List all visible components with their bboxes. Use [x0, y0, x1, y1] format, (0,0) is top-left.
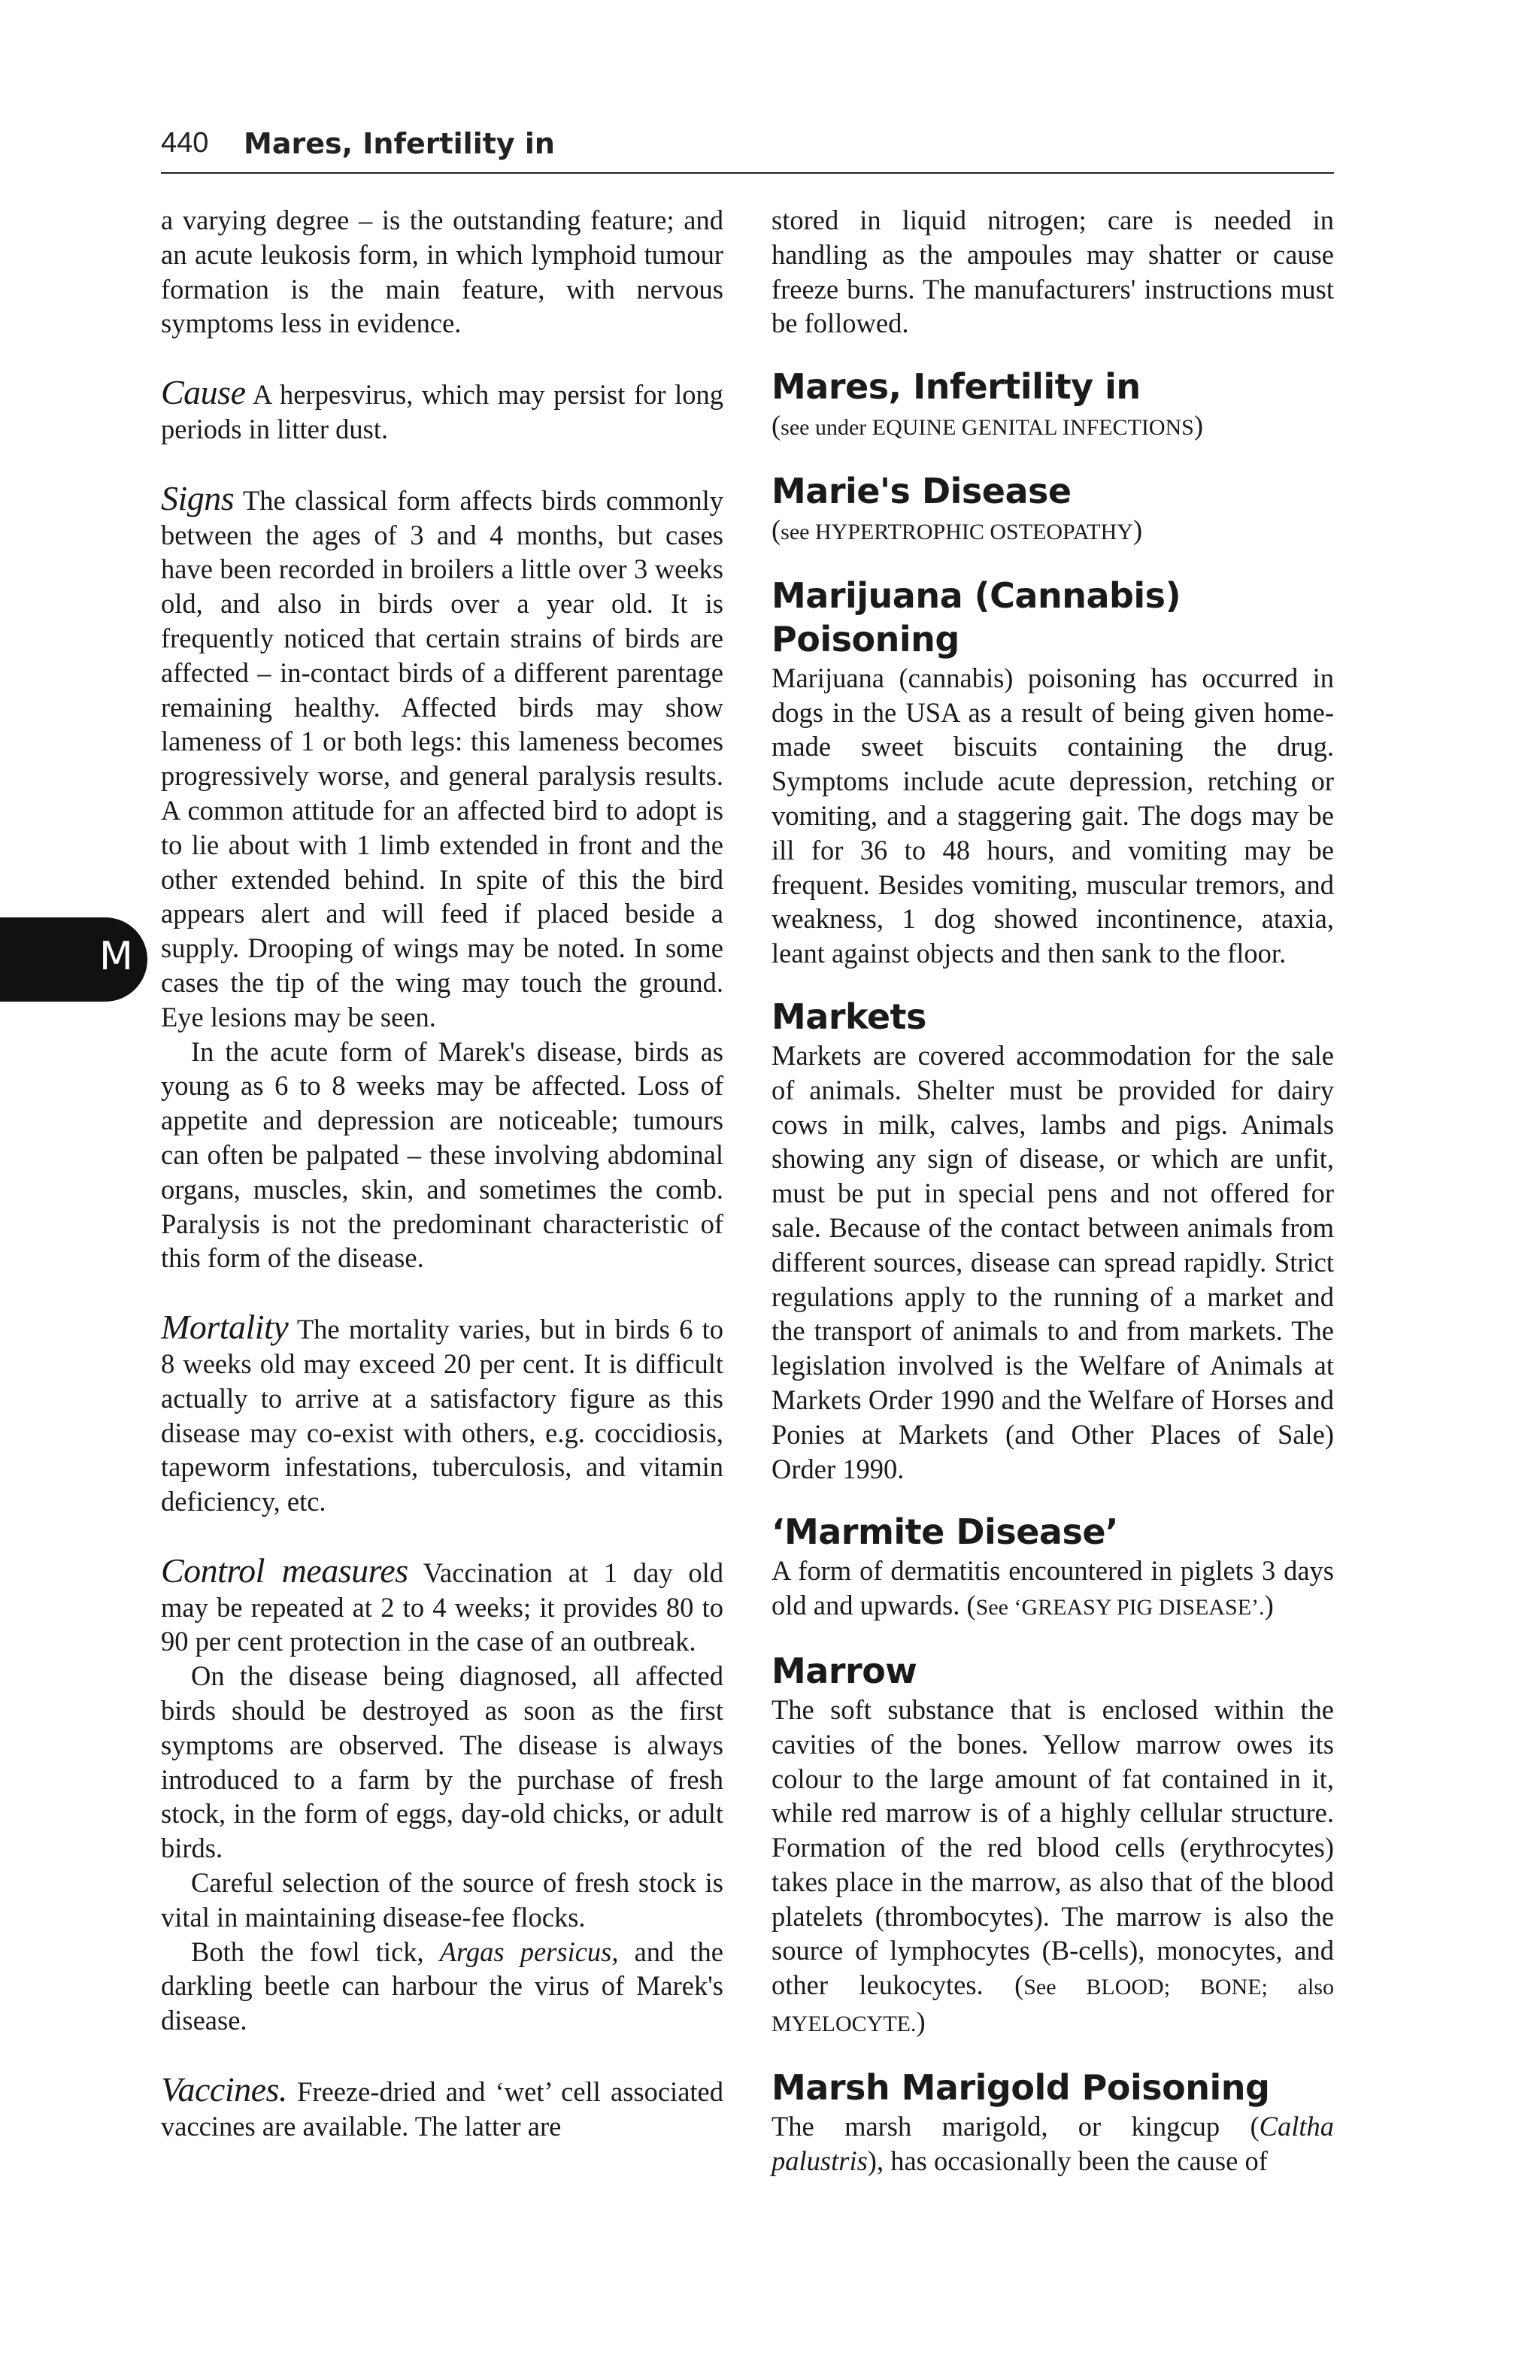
cross-reference-mares[interactable]: (see under EQUINE GENITAL INFECTIONS) [772, 410, 1204, 441]
control-subheading: Control measures [161, 1551, 408, 1590]
intro-paragraph: a varying degree – is the outstanding feature; and an acute leukosis form, in which lymphoid tumour formation is the main feature, with nervous symptoms less in evidence. [161, 205, 723, 339]
entry-title-marsh-marigold: Marsh Marigold Poisoning [772, 2066, 1270, 2108]
thumb-tab-letter: M [99, 934, 133, 979]
cross-reference-marie[interactable]: (see HYPERTROPHIC OSTEOPATHY) [772, 514, 1143, 545]
cause-paragraph: Cause A herpesvirus, which may persist for long periods in litter dust. [161, 373, 723, 444]
marijuana-paragraph: Marijuana (cannabis) poisoning has occurred in dogs in the USA as a result of being given home-made sweet biscuits containing the drug. Symptoms include acute depression, retching or vomiting, and a staggering gait. The dogs may be ill for 36 to 48 hours, and vomiting may be frequent. Besides vomiting, muscular tremors, and weakness, 1 dog showed incontinence, ataxia, leant against objects and then sank to the floor. [772, 662, 1334, 969]
running-title: Mares, Infertility in [244, 127, 555, 160]
vaccines-paragraph: Vaccines. Freeze-dried and ‘wet’ cell associated vaccines are available. The latter are [161, 2070, 723, 2142]
entry-title-marmite-disease: ‘Marmite Disease’ [772, 1511, 1119, 1553]
mortality-paragraph: Mortality The mortality varies, but in birds 6 to 8 weeks old may exceed 20 per cent. It is difficult actually to arrive at a satisfactory figure as this disease may co-exist with others, e.g. coccidiosis, tapeworm infestations, tuberculosis, and vitamin deficiency, etc. [161, 1308, 723, 1517]
vaccines-subheading: Vaccines. [161, 2070, 287, 2109]
page-number: 440 [161, 127, 209, 159]
entry-title-marrow: Marrow [772, 1650, 917, 1691]
thumb-index-tab [0, 917, 147, 1002]
markets-paragraph: Markets are covered accommodation for the sale of animals. Shelter must be provided for dairy cows in milk, calves, lambs and pigs. Animals showing any sign of disease, or which are unfit, must be put in special pens and not offered for sale. Because of the contact between animals from different sources, disease can spread rapidly. Strict regulations apply to the running of a market and the transport of animals to and from markets. The legislation involved is the Welfare of Animals at Markets Order 1990 and the Welfare of Horses and Ponies at Markets (and Other Places of Sale) Order 1990. [772, 1039, 1334, 1484]
right-column [772, 203, 1334, 2178]
control-paragraph-4: Both the fowl tick, Argas persicus, and the darkling beetle can harbour the virus of Marek's disease. [161, 1936, 723, 2036]
entry-title-markets: Markets [772, 996, 926, 1037]
control-paragraph-3: Careful selection of the source of fresh stock is vital in maintaining disease-fee flocks. [161, 1867, 723, 1933]
control-paragraph: Control measures Vaccination at 1 day old may be repeated at 2 to 4 weeks; it provides 80 to 90 per cent protection in the case of an outbreak. [161, 1551, 723, 1657]
entry-title-mares-infertility: Mares, Infertility in [772, 366, 1141, 408]
entry-title-marijuana: Marijuana (Cannabis) Poisoning [772, 575, 1181, 659]
acute-form-paragraph: In the acute form of Marek's disease, birds as young as 6 to 8 weeks may be affected. Loss of appetite and depression are noticeable; tumours can often be palpated – these involving abdominal organs, muscles, skin, and sometimes the comb. Paralysis is not the predominant characteristic of this form of the disease. [161, 1035, 723, 1274]
control-paragraph-2: On the disease being diagnosed, all affected birds should be destroyed as soon as the first symptoms are observed. The disease is always introduced to a farm by the purchase of fresh stock, in the form of eggs, day-old chicks, or adult birds. [161, 1660, 723, 1864]
cross-reference-blood-bone[interactable]: See BLOOD; BONE; also MYELOCYTE. [772, 1975, 1334, 2037]
marrow-paragraph: The soft substance that is enclosed within the cavities of the bones. Yellow marrow owes its colour to the large amount of fat contained in it, while red marrow is of a highly cellular structure. Formation of the red blood cells (erythrocytes) takes place in the marrow, as also that of the blood platelets (thrombocytes). The marrow is also the source of lymphocytes (B-cells), monocytes, and other leukocytes. (See BLOOD; BONE; also MYELOCYTE.) [772, 1693, 1334, 2038]
continued-paragraph: stored in liquid nitrogen; care is needed in handling as the ampoules may shatter or cause freeze burns. The manufacturers' instructions must be followed. [772, 205, 1334, 339]
mortality-subheading: Mortality [161, 1308, 289, 1347]
entry-title-maries-disease: Marie's Disease [772, 470, 1072, 511]
marsh-marigold-paragraph: The marsh marigold, or kingcup (Caltha palustris), has occasionally been the cause of [772, 2110, 1334, 2176]
signs-subheading: Signs [161, 478, 235, 517]
left-column [161, 203, 723, 2144]
marmite-paragraph: A form of dermatitis encountered in piglets 3 days old and upwards. (See ‘GREASY PIG DISEASE’.) [772, 1555, 1334, 1621]
cause-subheading: Cause [161, 373, 246, 412]
page-header [161, 124, 1334, 174]
signs-paragraph: Signs The classical form affects birds commonly between the ages of 3 and 4 months, but cases have been recorded in broilers a little over 3 weeks old, and also in birds over a year old. It is frequently noticed that certain strains of birds are affected – in-contact birds of a different parentage remaining healthy. Affected birds may show lameness of 1 or both legs: this lameness becomes progressively worse, and general paralysis results. A common attitude for an affected bird to adopt is to lie about with 1 limb extended in front and the other extended behind. In spite of this the bird appears alert and will feed if placed beside a supply. Drooping of wings may be noted. In some cases the tip of the wing may touch the ground. Eye lesions may be seen. [161, 478, 723, 1032]
cross-reference-greasy-pig[interactable]: See ‘GREASY PIG DISEASE’. [975, 1595, 1265, 1621]
